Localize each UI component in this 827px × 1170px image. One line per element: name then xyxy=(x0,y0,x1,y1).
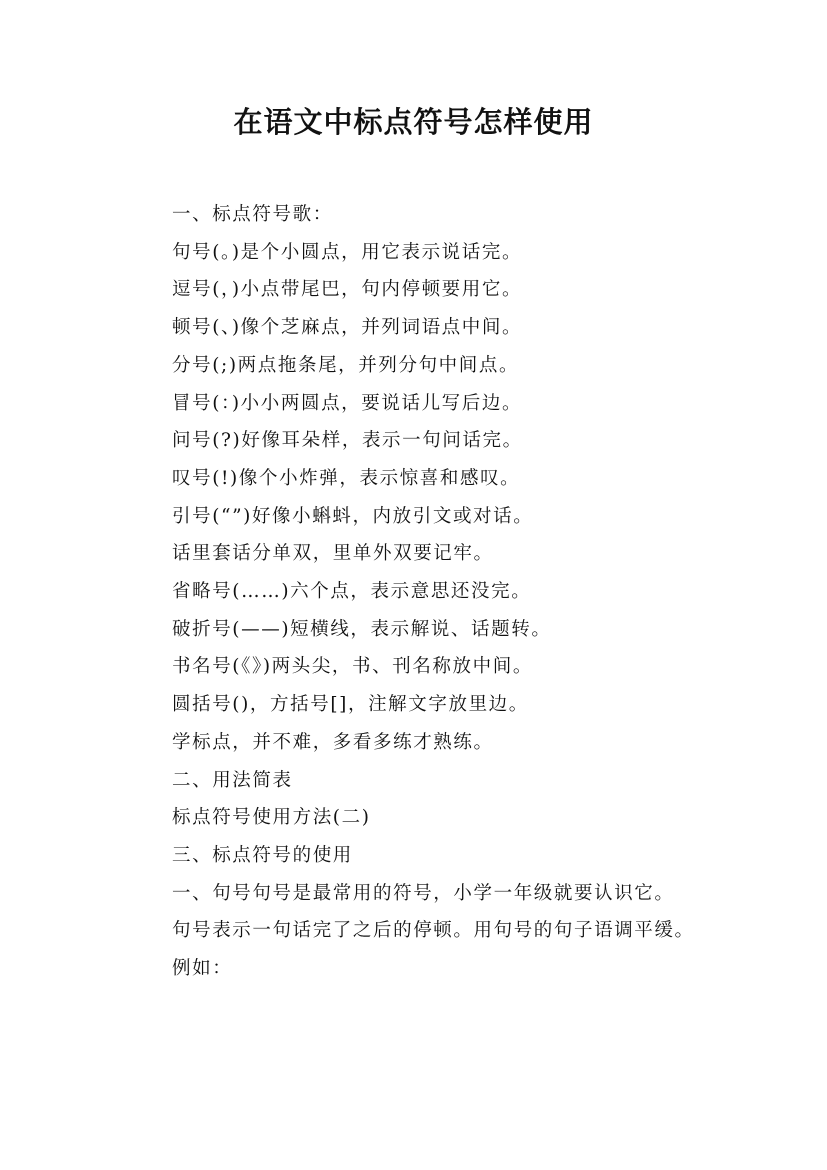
song-line-comma: 逗号(，)小点带尾巴，句内停顿要用它。 xyxy=(172,279,523,301)
song-line-semicolon: 分号(;)两点拖条尾，并列分句中间点。 xyxy=(172,354,520,376)
section-heading-punctuation-song: 一、标点符号歌： xyxy=(172,204,333,225)
period-intro-line: 一、句号句号是最常用的符号，小学一年级就要认识它。 xyxy=(172,882,675,904)
song-line-dash: 破折号(——)短横线，表示解说、话题转。 xyxy=(172,618,552,640)
section-heading-usage-table: 二、用法简表 xyxy=(172,769,293,791)
song-line-brackets: 圆括号()，方括号[]，注解文字放里边。 xyxy=(172,694,529,716)
song-line-title-marks: 书名号(《》)两头尖，书、刊名称放中间。 xyxy=(172,656,533,678)
song-line-conclusion: 学标点，并不难，多看多练才熟练。 xyxy=(172,731,494,753)
example-label: 例如： xyxy=(172,958,233,980)
document-title: 在语文中标点符号怎样使用 xyxy=(233,105,594,139)
song-line-period: 句号(。)是个小圆点，用它表示说话完。 xyxy=(172,241,523,263)
document-body xyxy=(117,196,717,988)
song-line-exclamation-mark: 叹号(!)像个小炸弹，表示惊喜和感叹。 xyxy=(172,467,521,489)
song-line-question-mark: 问号(?)好像耳朵样，表示一句问话完。 xyxy=(172,430,523,452)
song-line-colon: 冒号(：)小小两圆点，要说话儿写后边。 xyxy=(172,392,523,414)
song-line-enumeration-comma: 顿号(、)像个芝麻点，并列词语点中间。 xyxy=(172,317,523,339)
song-line-ellipsis: 省略号(……)六个点，表示意思还没完。 xyxy=(172,581,532,603)
period-description-paragraph: 句号表示一句话完了之后的停顿。用句号的句子语调平缓。 xyxy=(172,920,695,942)
section-heading-punctuation-usage: 三、标点符号的使用 xyxy=(172,844,353,866)
usage-methods-line: 标点符号使用方法(二) xyxy=(172,807,371,829)
song-line-quotation-marks: 引号(“”)好像小蝌蚪，内放引文或对话。 xyxy=(172,505,534,527)
song-line-nested-quotes: 话里套话分单双，里单外双要记牢。 xyxy=(172,543,494,565)
